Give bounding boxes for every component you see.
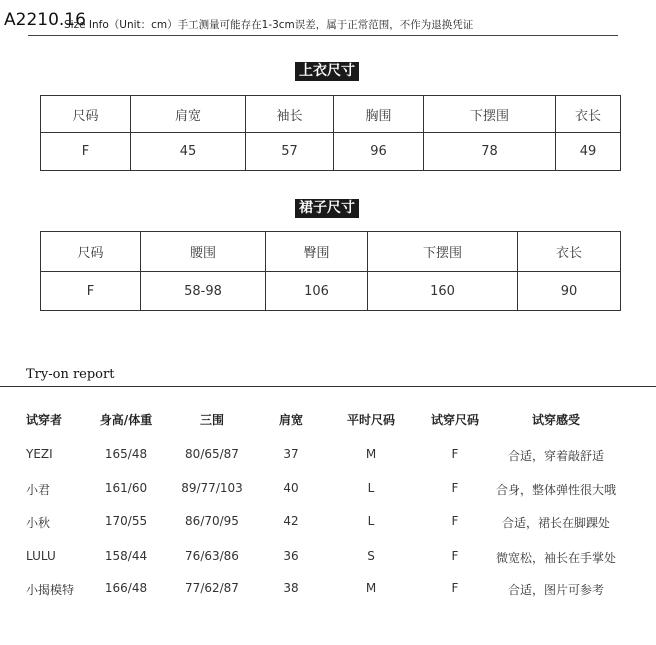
skirt-size-title: 裙子尺寸 [295,199,359,218]
tryon-cell: 小秋 [26,516,51,530]
tryon-header-row [0,411,656,427]
value-cell: 90 [518,272,621,311]
value-cell: F [41,272,141,311]
skirt-size-value-row [41,272,621,311]
tryon-cell: 37 [283,447,299,461]
tryon-row [0,549,656,565]
header-cell: 尺码 [41,232,141,272]
tryon-row [0,581,656,597]
tryon-cell: 合适，穿着敲舒适 [507,449,605,463]
header-cell: 肩宽 [131,96,246,133]
value-cell: 49 [556,133,621,171]
tryon-row [0,481,656,497]
size-info-note: Size Info（Unit：cm）手工测量可能存在1-3cm误差，属于正常范围，不作为退换凭证 [64,19,474,31]
tryon-cell: 158/44 [104,549,148,563]
header-cell: 腰围 [141,232,266,272]
top-size-header-row [41,96,621,133]
tryon-title: Try-on report [26,367,115,382]
tryon-cell: 微宽松，袖长在手掌处 [495,551,617,565]
value-cell: 58-98 [141,272,266,311]
value-cell: 57 [246,133,334,171]
tryon-cell: 166/48 [104,581,148,595]
product-code: A2210.16 [4,10,86,30]
tryon-cell: 161/60 [104,481,148,495]
tryon-header-usual-size: 平时尺码 [346,413,396,427]
tryon-cell: 36 [283,549,299,563]
tryon-cell: L [367,481,375,495]
tryon-cell: YEZI [26,447,53,461]
tryon-row [0,447,656,463]
value-cell: 45 [131,133,246,171]
tryon-cell: 合身，整体弹性很大哦 [495,483,617,497]
top-size-title: 上衣尺寸 [295,62,359,81]
tryon-cell: F [451,549,459,563]
tryon-cell: 89/77/103 [181,481,243,495]
tryon-cell: M [365,447,377,461]
tryon-cell: F [451,581,459,595]
tryon-header-tried-size: 试穿尺码 [430,413,480,427]
tryon-cell: 40 [283,481,299,495]
tryon-cell: 77/62/87 [185,581,239,595]
tryon-header-measurements: 三围 [199,413,225,427]
value-cell: 78 [424,133,556,171]
value-cell: 160 [368,272,518,311]
tryon-cell: 86/70/95 [185,514,239,528]
top-size-table [40,95,621,171]
tryon-cell: 小君 [26,483,51,497]
tryon-row [0,514,656,530]
header-cell: 下摆围 [368,232,518,272]
tryon-cell: M [365,581,377,595]
tryon-cell: 38 [283,581,299,595]
tryon-cell: F [451,514,459,528]
tryon-cell: 165/48 [104,447,148,461]
tryon-cell: 小揭模特 [26,583,75,597]
tryon-header-shoulder: 肩宽 [278,413,304,427]
header-cell: 衣长 [518,232,621,272]
header-cell: 衣长 [556,96,621,133]
tryon-cell: S [367,549,375,563]
tryon-header-height-weight: 身高/体重 [99,413,153,427]
value-cell: 106 [266,272,368,311]
tryon-header-tester: 试穿者 [26,413,63,427]
tryon-cell: 42 [283,514,299,528]
header-cell: 尺码 [41,96,131,133]
tryon-cell: L [367,514,375,528]
skirt-size-header-row [41,232,621,272]
tryon-cell: LULU [26,549,56,563]
tryon-cell: 76/63/86 [185,549,239,563]
tryon-cell: F [451,447,459,461]
tryon-cell: F [451,481,459,495]
value-cell: F [41,133,131,171]
top-divider [28,35,618,36]
tryon-cell: 合适，裙长在脚踝处 [501,516,611,530]
value-cell: 96 [334,133,424,171]
header-cell: 臀围 [266,232,368,272]
tryon-cell: 合适，图片可参考 [507,583,605,597]
header-cell: 下摆围 [424,96,556,133]
tryon-divider [0,386,656,387]
header-cell: 袖长 [246,96,334,133]
tryon-cell: 80/65/87 [185,447,239,461]
skirt-size-table [40,231,621,311]
top-size-value-row [41,133,621,171]
tryon-header-feedback: 试穿感受 [531,413,581,427]
header-cell: 胸围 [334,96,424,133]
tryon-cell: 170/55 [104,514,148,528]
